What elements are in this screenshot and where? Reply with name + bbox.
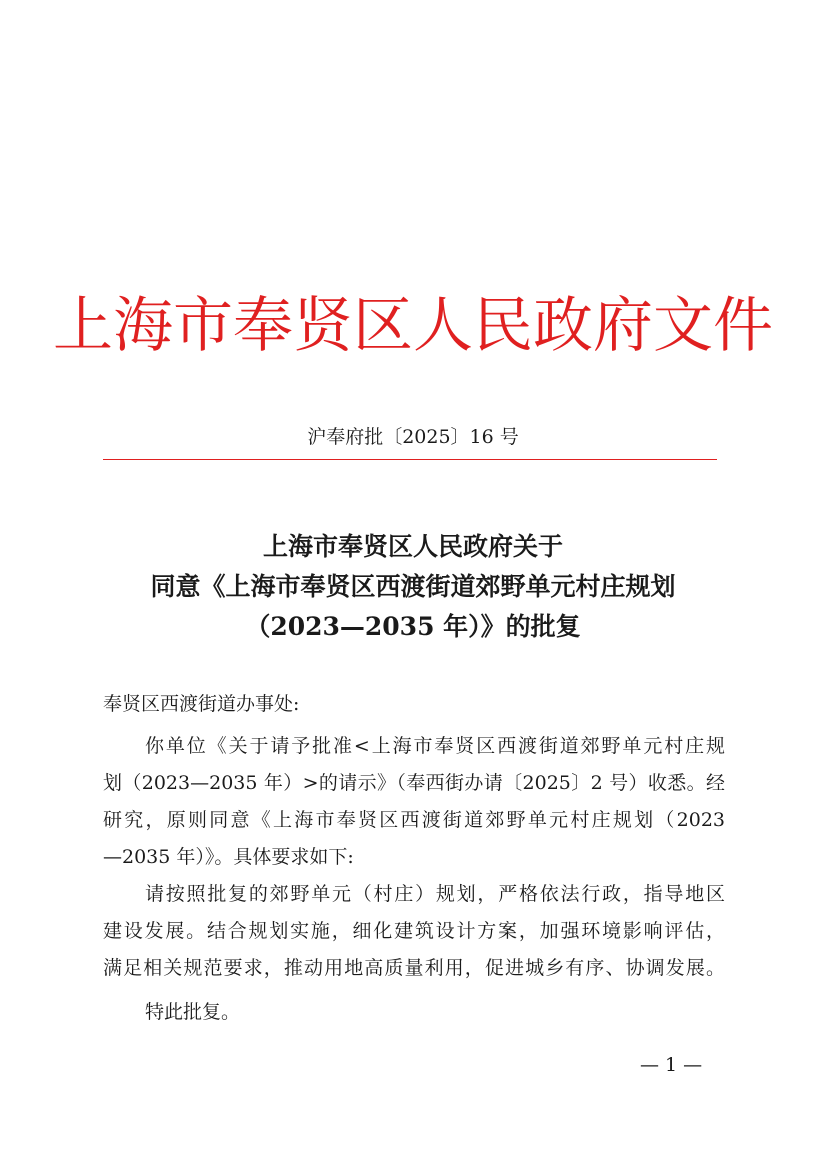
paragraph-line: 研究，原则同意《上海市奉贤区西渡街道郊野单元村庄规划（2023 (103, 809, 725, 831)
paragraph-line: 你单位《关于请予批准<上海市奉贤区西渡街道郊野单元村庄规 (145, 735, 725, 757)
title-line: 同意《上海市奉贤区西渡街道郊野单元村庄规划 (150, 572, 676, 601)
paragraph-line: 满足相关规范要求，推动用地高质量利用，促进城乡有序、协调发展。 (103, 957, 725, 979)
paragraph-line: 特此批复。 (145, 1001, 241, 1023)
addressee: 奉贤区西渡街道办事处: (103, 693, 300, 715)
document-number: 沪奉府批〔2025〕16 号 (307, 426, 519, 448)
paragraph-line: —2035 年）》。具体要求如下: (103, 846, 354, 868)
paragraph-line: 建设发展。结合规划实施，细化建筑设计方案，加强环境影响评估， (103, 920, 725, 942)
body-paragraph (103, 876, 725, 987)
issuer-header: 上海市奉贤区人民政府文件 (53, 291, 773, 361)
paragraph-line: 请按照批复的郊野单元（村庄）规划，严格依法行政，指导地区 (145, 883, 725, 905)
title-line: （2023—2035 年）》的批复 (245, 612, 581, 641)
body-paragraph (103, 994, 725, 1031)
paragraph-line: 划（2023—2035 年）>的请示》（奉西街办请〔2025〕2 号）收悉。经 (103, 772, 725, 794)
red-separator-rule (103, 459, 717, 460)
page-number: — 1 — (640, 1054, 703, 1076)
title-line: 上海市奉贤区人民政府关于 (262, 532, 563, 561)
document-title (60, 527, 766, 647)
body-paragraph (103, 728, 725, 876)
